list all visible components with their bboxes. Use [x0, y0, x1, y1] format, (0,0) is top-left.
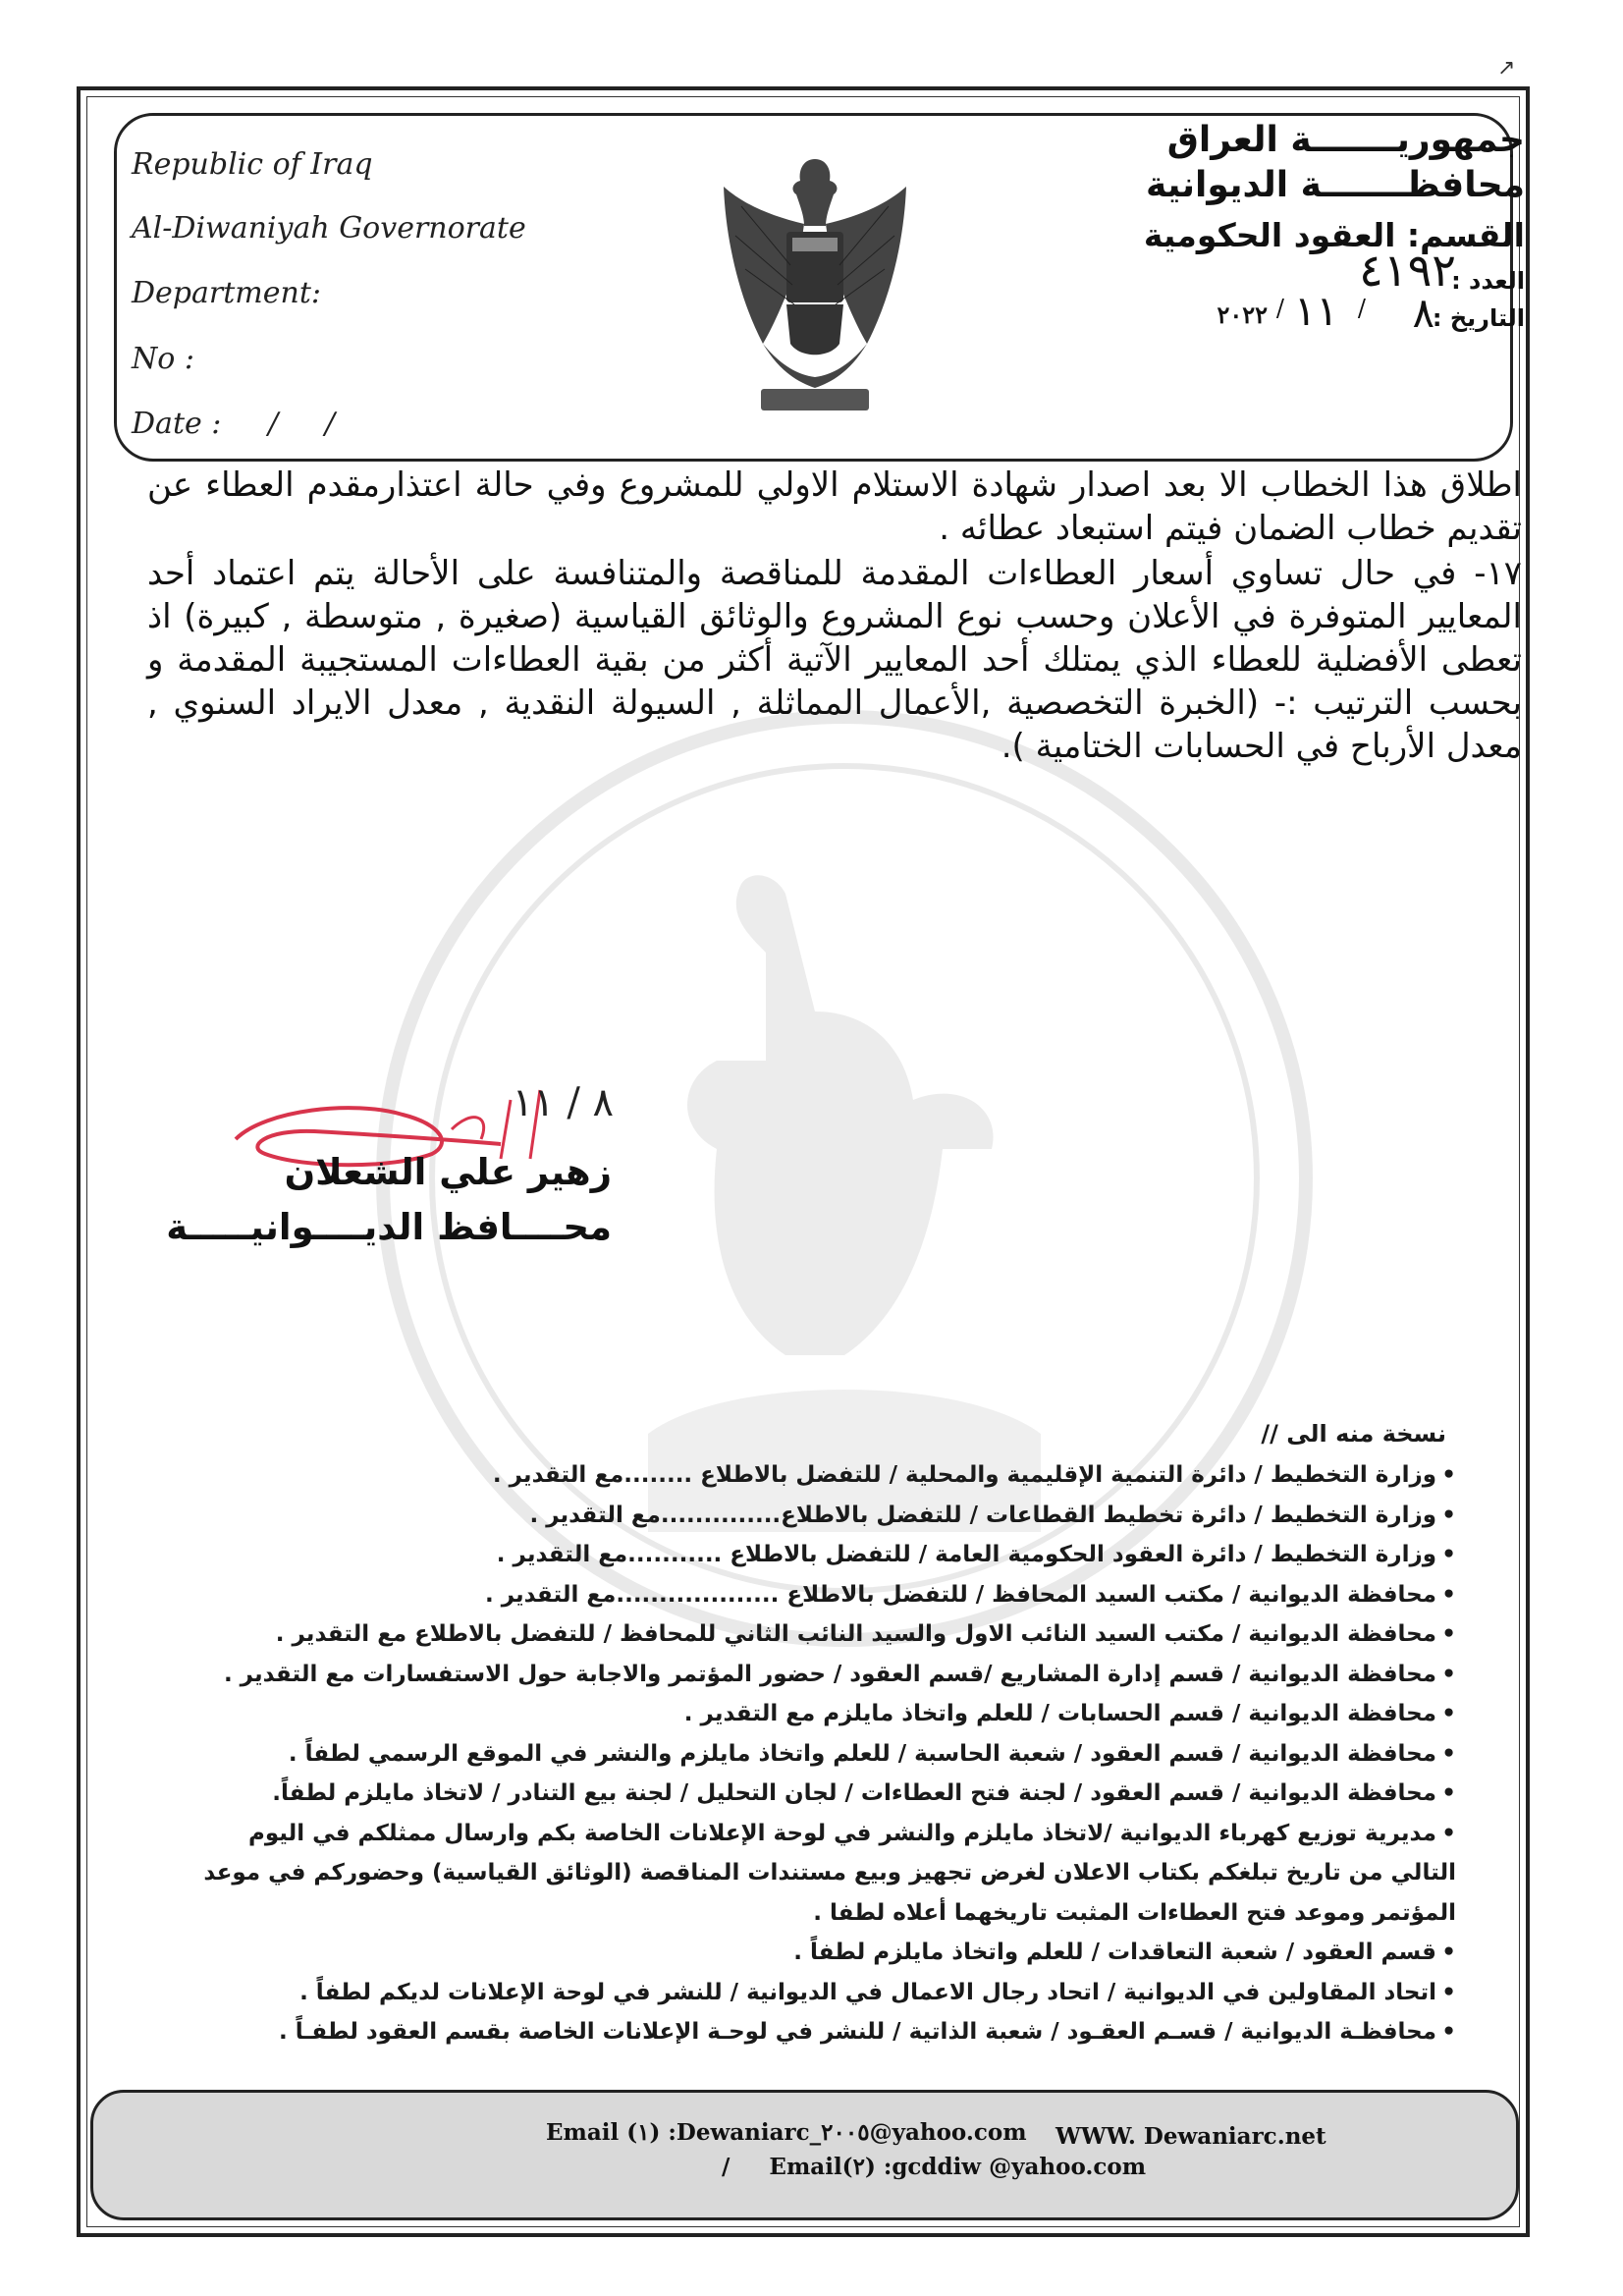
list-item: •محافظة الديوانية / قسم العقود / شعبة الحاسبة / للعلم واتخاذ مايلزم والنشر في الموقع الرسمي لطفاً . — [288, 1740, 1456, 1767]
list-item: •وزارة التخطيط / دائرة التنمية الإقليمية والمحلية / للتفضل بالاطلاع ........مع التقدير . — [492, 1462, 1456, 1488]
english-governorate: Al-Diwaniyah Governorate — [132, 211, 526, 246]
english-date-label: Date : / / — [132, 407, 335, 441]
handwritten-date-day: ٨ — [1412, 289, 1434, 337]
english-number-label: No : — [132, 342, 194, 376]
arabic-governorate: محافظـــــــة الديوانية — [1145, 165, 1525, 205]
list-item: •محافظـة الديوانية / قسـم العقـود / شعبة الذاتية / للنشر في لوحـة الإعلانات الخاصة بقسم العقود لطفـاً . — [279, 2019, 1456, 2045]
english-country: Republic of Iraq — [132, 147, 373, 182]
footer-email-2: / Email(٢) :gcddiw @yahoo.com — [722, 2154, 1147, 2180]
list-item: •محافظة الديوانية / قسم العقود / لجنة فتح العطاءات / لجان التحليل / لجنة بيع التنادر / لاتخاذ مايلزم لطفاً. — [272, 1780, 1456, 1806]
list-item: •اتحاد المقاولين في الديوانية / اتحاد رجال الاعمال في الديوانية / للنشر في لوحة الإعلانات لديكم لطفاً . — [299, 1979, 1456, 2005]
list-item: •محافظة الديوانية / قسم الحسابات / للعلم واتخاذ مايلزم مع التقدير . — [683, 1701, 1456, 1726]
list-item: •وزارة التخطيط / دائرة تخطيط القطاعات / للتفضل بالاطلاع..............مع التقدير . — [529, 1502, 1456, 1528]
handwritten-date-month: ١١ — [1293, 287, 1338, 335]
footer-email-1: Email (١) :Dewaniarc_٢٠٠٥@yahoo.com — [546, 2119, 1027, 2146]
list-item: •محافظة الديوانية / مكتب السيد المحافظ / للتفضل بالاطلاع ...................مع التقدير . — [484, 1581, 1456, 1608]
signature-date: ٨ / ١١ — [512, 1080, 614, 1125]
eagle-emblem-icon — [702, 147, 928, 432]
english-department-label: Department: — [132, 276, 321, 310]
list-item: •وزارة التخطيط / دائرة العقود الحكومية العامة / للتفضل بالاطلاع ...........مع التقدير . — [496, 1542, 1456, 1567]
arabic-number-label: العدد : — [1451, 267, 1525, 295]
list-item: •قسم العقود / شعبة التعاقدات / للعلم واتخاذ مايلزم لطفاً . — [793, 1940, 1456, 1965]
copies-list — [180, 1455, 1456, 2052]
copies-heading: نسخة منه الى // — [1261, 1420, 1446, 1448]
corner-mark: ↗ — [1497, 56, 1516, 81]
footer-website: WWW. Dewaniarc.net — [1055, 2123, 1326, 2150]
paragraph-continuation: اطلاق هذا الخطاب الا بعد اصدار شهادة الاستلام الاولي للمشروع وفي حالة اعتذارمقدم العطاء عن تقديم خطاب الضمان فيتم استبعاد عطائه . — [147, 465, 1522, 548]
list-item: •محافظة الديوانية / مكتب السيد النائب الاول والسيد النائب الثاني للمحافظ / للتفضل بالاطلاع مع التقدير . — [275, 1621, 1456, 1647]
arabic-country: جمهوريـــــــة العراق — [1166, 120, 1525, 160]
governor-name: زهير علي الشعلان — [284, 1151, 612, 1193]
list-item: •مديرية توزيع كهرباء الديوانية /لاتخاذ مايلزم والنشر في لوحة الإعلانات الخاصة بكم وارسال ممثلكم في اليوم التالي من تاريخ تبلغكم بكتاب الاعلان لغرض تجهيز وبيع مستندات المناقصة (الوثائق القياسية) وحضوركم في موعد المؤتمر وموعد فتح العطاءات المثبت تاريخهما أعلاه لطفا . — [203, 1820, 1456, 1926]
list-item: •محافظة الديوانية / قسم إدارة المشاريع /قسم العقود / حضور المؤتمر والاجابة حول الاستفسارات مع التقدير . — [223, 1661, 1456, 1687]
governor-title: محــــافظ الديــــوانيـــــة — [166, 1206, 612, 1248]
date-year: ٢٠٢٢ — [1217, 301, 1268, 329]
paragraph-17: ١٧- في حال تساوي أسعار العطاءات المقدمة للمناقصة والمتنافسة على الأحالة يتم اعتماد أحد المعايير المتوفرة في الأعلان وحسب نوع المشروع والوثائق القياسية (صغيرة , متوسطة , كبيرة) اذ تعطى الأفضلية للعطاء الذي يمتلك أحد المعايير الآتية أكثر من بقية العطاءات المستجيبة المقدمة و بحسب الترتيب :- (الخبرة التخصصية ,الأعمال المماثلة , السيولة النقدية , معدل الايراد السنوي , معدل الأرباح في الحسابات الختامية ). — [147, 554, 1522, 766]
arabic-department: القسم: العقود الحكومية — [1143, 216, 1525, 254]
handwritten-number: ٤١٩٢ — [1359, 244, 1456, 297]
arabic-date-label: التاريخ : — [1432, 304, 1525, 332]
